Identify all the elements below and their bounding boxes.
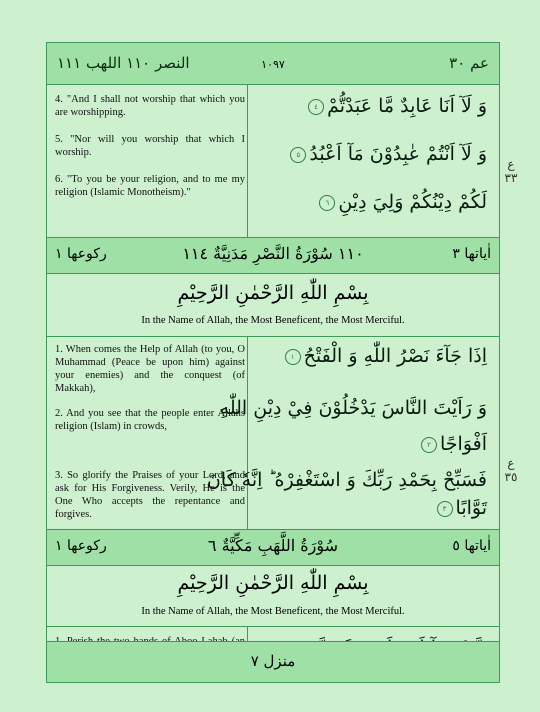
nasr-bismillah <box>47 274 499 337</box>
kafirun-section <box>47 85 499 238</box>
ayah-marker: ٦ <box>319 195 335 211</box>
verse-en-4: 4. "And I shall not worship that which you are worshipping. <box>55 94 245 118</box>
bismillah-arabic: بِسْمِ اللّٰهِ الرَّحْمٰنِ الرَّحِيْمِ <box>177 282 369 304</box>
verse-ar-3: فَسَبِّحْ بِحَمْدِ رَبِّكَ وَ اسْتَغْفِرْهُ ؕ اِنَّهٗ كَانَ <box>206 469 487 491</box>
nasr-verses <box>47 337 499 530</box>
verse-en-6: 6. "To you be your religion, and to me my religion (Islamic Monotheism)." <box>55 174 245 198</box>
page-frame <box>46 42 500 683</box>
manzil-label: منزل ٧ <box>250 652 296 670</box>
bismillah-arabic: بِسْمِ اللّٰهِ الرَّحْمٰنِ الرَّحِيْمِ <box>177 572 369 594</box>
surah-nasr-title <box>47 238 499 274</box>
verse-en-5: 5. "Nor will you worship that which I worship. <box>55 134 245 158</box>
ruku-marker: ع ٣٥ <box>504 456 518 484</box>
page-footer <box>46 641 500 683</box>
lahab-bismillah <box>47 566 499 627</box>
verse-ar-6: لَكُمْ دِيْنُكُمْ وَلِيَ دِيْنِ٦ <box>316 191 487 213</box>
verse-ar-2b: اَفْوَاجًا٢ <box>418 433 487 455</box>
verse-en-1: 1. When comes the Help of Allah (to you, O Muhammad (Peace be upon him) against your enemies) and the conquest (of Makkah), <box>55 344 245 394</box>
ruku-count: ركوعها ١ <box>55 538 107 554</box>
verse-ar-2: وَ رَاَيْتَ النَّاسَ يَدْخُلُوْنَ فِيْ دِيْنِ اللّٰهِ <box>219 397 487 419</box>
verse-en-2: 2. And you see that the people enter Allahs religion (Islam) in crowds, <box>55 408 245 432</box>
ayah-marker: ٤ <box>308 99 324 115</box>
verse-ar-5: وَ لَآ اَنْتُمْ عٰبِدُوْنَ مَآ اَعْبُدُ٥ <box>287 143 487 165</box>
verse-ar-4: وَ لَآ اَنَا عَابِدٌ مَّا عَبَدْتُّمْ٤ <box>305 95 487 117</box>
column-divider <box>247 337 248 529</box>
ayah-marker: ٥ <box>290 147 306 163</box>
surah-lahab-title <box>47 530 499 566</box>
verse-ar-1: اِذَا جَآءَ نَصْرُ اللّٰهِ وَ الْفَتْحُ١ <box>282 345 487 367</box>
verse-ar-3b: تَوَّابًا٣ <box>434 497 487 519</box>
juz-label: عم ٣٠ <box>449 54 489 72</box>
page-number: ١٠٩٧ <box>261 58 285 71</box>
ayat-count: اٰياتها ٣ <box>452 246 491 262</box>
column-divider <box>247 85 248 237</box>
ruku-count: ركوعها ١ <box>55 246 107 262</box>
surah-title: سُوْرَةُ اللَّهَبِ مَكِّيَّةٌ ٦ <box>207 536 339 555</box>
page-header <box>47 43 499 85</box>
ayah-marker: ٢ <box>421 437 437 453</box>
ruku-marker: ع ٣٣ <box>504 157 518 185</box>
ayah-marker: ١ <box>285 349 301 365</box>
bismillah-english: In the Name of Allah, the Most Beneficent, the Most Merciful. <box>141 315 405 326</box>
ayah-marker: ٣ <box>437 501 453 517</box>
ayat-count: اٰياتها ٥ <box>452 538 491 554</box>
verse-en-3: 3. So glorify the Praises of your Lord, and ask for His Forgiveness. Verily, He is the One Who accepts the repentance and forgives. <box>55 470 245 520</box>
surah-names: النصر ١١٠ اللهب ١١١ <box>57 54 190 72</box>
surah-title: ١١٠ سُوْرَةُ النَّصْرِ مَدَنِيَّةٌ ١١٤ <box>182 244 364 263</box>
bismillah-english: In the Name of Allah, the Most Beneficent, the Most Merciful. <box>141 606 405 617</box>
